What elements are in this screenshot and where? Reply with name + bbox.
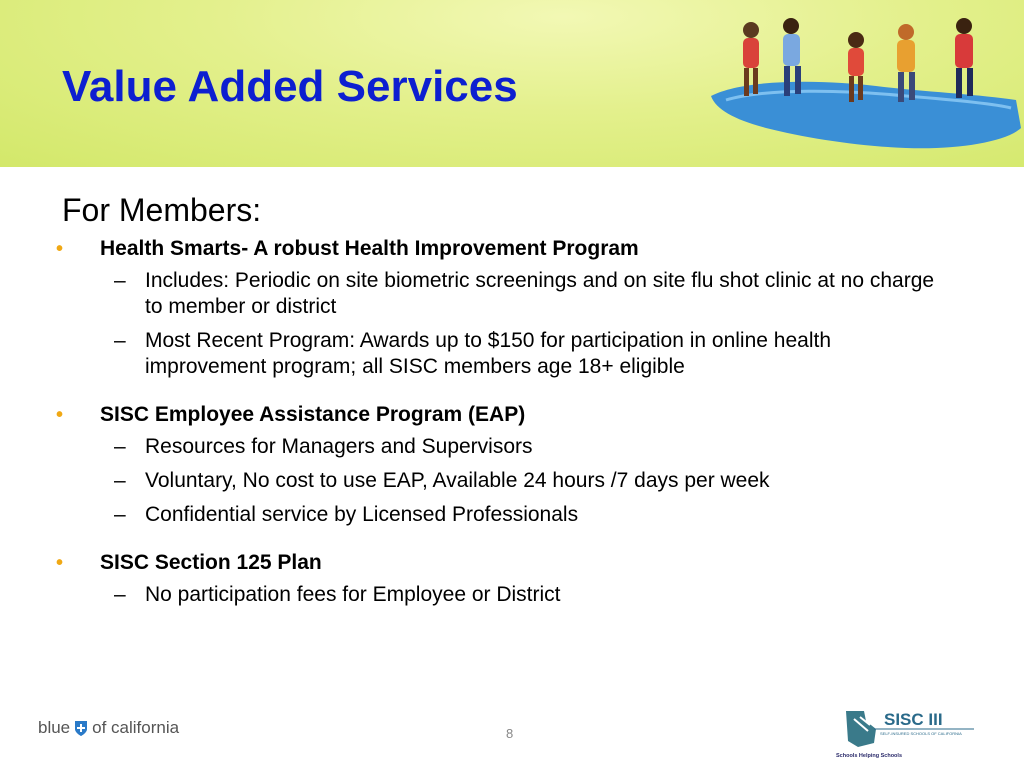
- bullet-text: SISC Employee Assistance Program (EAP): [100, 403, 526, 426]
- sub-item-text: Includes: Periodic on site biometric screenings and on site flu shot clinic at no charge to member or district: [145, 269, 935, 318]
- dash-icon: –: [114, 435, 126, 458]
- slide-body: [56, 190, 962, 630]
- bullet-text: Health Smarts- A robust Health Improvement Program: [100, 237, 639, 260]
- bullet-item: [56, 550, 962, 576]
- shield-icon: [74, 720, 88, 737]
- sub-item: [62, 434, 935, 460]
- section-125-plan: [56, 550, 962, 608]
- bullet-item: [56, 402, 962, 428]
- sub-item: [62, 328, 935, 380]
- dash-icon: –: [114, 583, 126, 606]
- sisc-logo-text: SISC III: [884, 710, 943, 729]
- sisc-tagline: SELF-INSURED SCHOOLS OF CALIFORNIA: [880, 731, 962, 736]
- sisc-side-text: Schools Helping Schools: [836, 753, 903, 759]
- sub-item-text: Voluntary, No cost to use EAP, Available 24 hours /7 days per week: [145, 469, 770, 492]
- sub-item: [62, 582, 935, 608]
- bullet-icon: •: [56, 238, 64, 260]
- dash-icon: –: [114, 329, 126, 352]
- section-eap: [56, 402, 962, 528]
- sub-item-text: Most Recent Program: Awards up to $150 for participation in online health improvement program; all SISC members age 18+ eligible: [145, 329, 832, 378]
- dash-icon: –: [114, 269, 126, 292]
- bullet-icon: •: [56, 404, 64, 426]
- page-number: 8: [506, 726, 514, 741]
- brand-right-text: of california: [92, 718, 180, 737]
- sisc-logo: [834, 703, 984, 763]
- bullet-text: SISC Section 125 Plan: [100, 551, 322, 574]
- sub-item-text: Confidential service by Licensed Professionals: [145, 503, 579, 526]
- sub-item: [62, 468, 935, 494]
- section-health-smarts: [56, 236, 962, 380]
- blue-shield-logo: [38, 718, 179, 738]
- sub-item-text: Resources for Managers and Supervisors: [145, 435, 533, 458]
- sub-item: [62, 268, 935, 320]
- dash-icon: –: [114, 469, 126, 492]
- slide-title: Value Added Services: [62, 62, 518, 111]
- bullet-icon: •: [56, 552, 64, 574]
- sub-item-text: No participation fees for Employee or District: [145, 583, 561, 606]
- brand-left-text: blue: [38, 718, 71, 737]
- bullet-item: [56, 236, 962, 262]
- children-running-image: [706, 8, 1024, 160]
- section-heading: For Members:: [62, 192, 262, 228]
- sub-item: [62, 502, 935, 528]
- dash-icon: –: [114, 503, 126, 526]
